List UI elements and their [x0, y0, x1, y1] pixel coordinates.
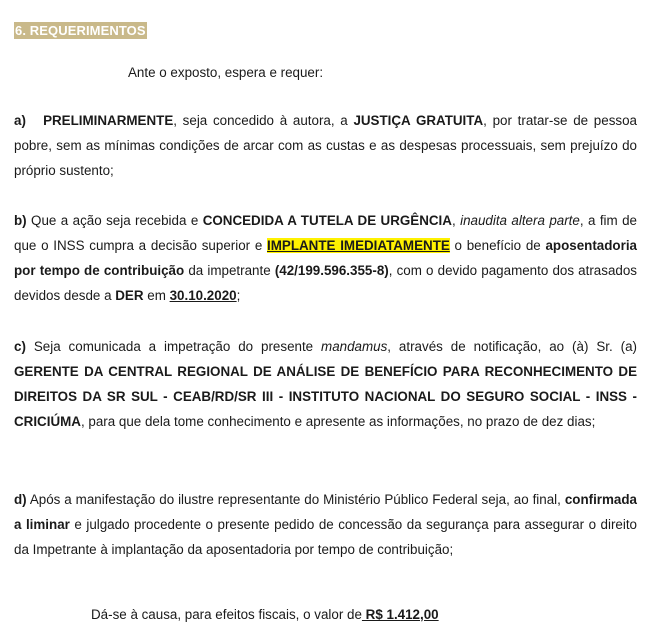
item-letter: b) [14, 213, 27, 228]
request-d: d) Após a manifestação do ilustre representante do Ministério Público Federal seja, ao final, confirmada a liminar e julgado procedente o presente pedido de concessão da segurança para assegurar o direito da Impetrante à implantação da aposentadoria por tempo de contribuição; [14, 492, 637, 557]
emphasis: aposentadoria por tempo de contribuição [14, 238, 637, 278]
request-a: a) PRELIMINARMENTE, seja concedido à autora, a JUSTIÇA GRATUITA, por tratar-se de pessoa pobre, sem as mínimas condições de arcar com as custas e as despesas processuais, sem prejuízo do próprio sustento; [14, 113, 637, 178]
latin-phrase: mandamus [321, 339, 388, 354]
emphasis: CONCEDIDA A TUTELA DE URGÊNCIA [202, 213, 452, 228]
der-date: 30.10.2020 [169, 288, 237, 303]
item-letter: d) [14, 492, 27, 507]
latin-phrase: inaudita altera parte [460, 213, 580, 228]
intro-text: Ante o exposto, espera e requer: [128, 65, 324, 80]
highlighted-text: IMPLANTE IMEDIATAMENTE [267, 238, 450, 253]
emphasis: DER [115, 288, 144, 303]
authority-name: GERENTE DA CENTRAL REGIONAL DE ANÁLISE DE BENEFÍCIO PARA RECONHECIMENTO DE DIREITOS DA SR SUL - CEAB/RD/SR III - INSTITUTO NACIONAL DO SEGURO SOCIAL - INSS - CRICIÚMA [14, 364, 637, 429]
emphasis: JUSTIÇA GRATUITA [353, 113, 484, 128]
section-heading: 6. REQUERIMENTOS [15, 23, 146, 38]
benefit-number: (42/199.596.355-8) [274, 263, 389, 278]
request-b: b) Que a ação seja recebida e CONCEDIDA A TUTELA DE URGÊNCIA, inaudita altera parte, a fim de que o INSS cumpra a decisão superior e IMPLANTE IMEDIATAMENTE o benefício de aposentadoria por tempo de contribuição da impetrante (42/199.596.355-8), com o devido pagamento dos atrasados devidos desde a DER em 30.10.2020; [14, 213, 637, 303]
emphasis: confirmada a liminar [14, 492, 637, 532]
item-letter: c) [14, 339, 26, 354]
emphasis: PRELIMINARMENTE [43, 113, 174, 128]
case-value-amount: R$ 1.412,00 [361, 607, 439, 622]
request-c: c) Seja comunicada a impetração do presente mandamus, através de notificação, ao (à) Sr. (a) GERENTE DA CENTRAL REGIONAL DE ANÁLISE DE BENEFÍCIO PARA RECONHECIMENTO DE DIREITOS DA SR SUL - CEAB/RD/SR III - INSTITUTO NACIONAL DO SEGURO SOCIAL - INSS - CRICIÚMA, para que dela tome conhecimento e apresente as informações, no prazo de dez dias; [14, 339, 637, 429]
case-value: Dá-se à causa, para efeitos fiscais, o valor de R$ 1.412,00 [91, 607, 439, 622]
item-letter: a) [14, 113, 26, 128]
